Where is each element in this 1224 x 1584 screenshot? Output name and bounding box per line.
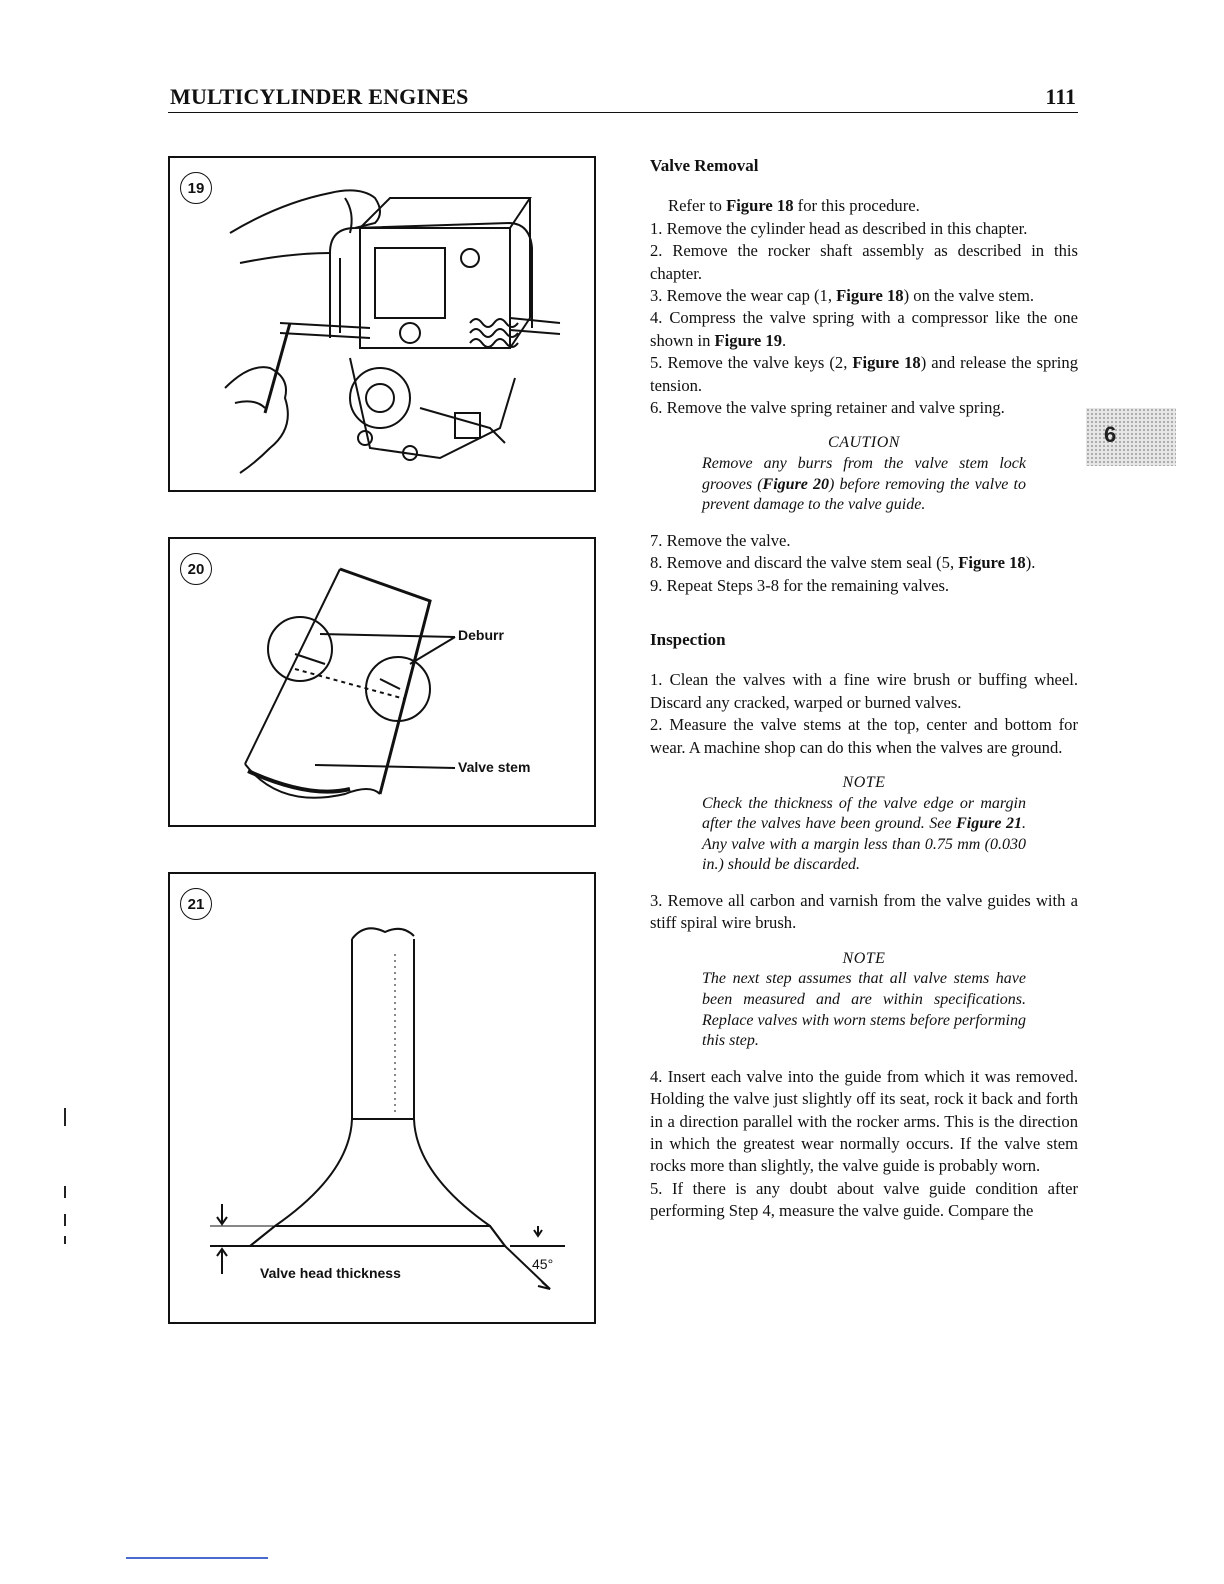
scan-mark — [64, 1236, 66, 1244]
inspection-step-5: 5. If there is any doubt about valve guide condition after performing Step 4, measure the valve guide. Compare the — [650, 1178, 1078, 1221]
callout-deburr: Deburr — [458, 627, 504, 643]
inspection-step-1: 1. Clean the valves with a fine wire brush or buffing wheel. Discard any cracked, warped or burned valves. — [650, 670, 1078, 712]
scan-mark — [64, 1186, 66, 1198]
figure-number-badge: 20 — [180, 553, 212, 585]
caution-title: CAUTION — [828, 434, 900, 452]
note-text: The next step assumes that all valve stems have been measured and are within specifications. Replace valves with worn stems before performing this step. — [702, 970, 1026, 1050]
removal-step-9: 9. Repeat Steps 3-8 for the remaining valves. — [650, 575, 950, 595]
callout-valve-head-thickness: Valve head thickness — [260, 1265, 401, 1281]
removal-step-5: 5. Remove the valve keys (2, Figure 18) and release the spring tension. — [650, 353, 1079, 395]
valve-head-thickness-illustration — [170, 874, 594, 1322]
removal-step-8: 8. Remove and discard the valve stem seal (5, Figure 18). — [650, 553, 1036, 573]
chapter-tab — [1086, 408, 1176, 466]
note-box-2 — [702, 949, 1026, 1052]
callout-45-degrees: 45° — [532, 1256, 554, 1272]
callout-valve-stem: Valve stem — [458, 759, 531, 775]
inspection-step-3: 3. Remove all carbon and varnish from the valve guides with a stiff spiral wire brush. — [650, 891, 1078, 933]
figure-number-badge: 19 — [180, 172, 212, 204]
scan-mark — [64, 1108, 66, 1126]
intro-paragraph: Refer to Figure 18 for this procedure. — [668, 196, 920, 216]
note-text: Check the thickness of the valve edge or margin after the valves have been ground. See Figure 21. Any valve with a margin less than 0.75 mm (0.030 in.) should be discarded. — [702, 794, 1027, 874]
removal-step-2: 2. Remove the rocker shaft assembly as described in this chapter. — [650, 241, 1078, 283]
page-header — [168, 84, 1078, 113]
removal-step-7: 7. Remove the valve. — [650, 530, 791, 550]
removal-step-6: 6. Remove the valve spring retainer and valve spring. — [650, 398, 1005, 418]
valve-spring-compressor-illustration — [170, 158, 594, 490]
chapter-tab-number: 6 — [1104, 422, 1117, 447]
section-heading-inspection: Inspection — [650, 630, 726, 650]
caution-box — [702, 433, 1026, 515]
note-box-1 — [702, 773, 1026, 876]
inspection-step-4: 4. Insert each valve into the guide from which it was removed. Holding the valve just slightly off its seat, rock it back and forth in a direction parallel with the rocker arms. This is the direction in which the greatest wear normally occurs. If the valve stem rocks more than slightly, the valve guide is probably worn. — [650, 1066, 1078, 1176]
note-title: NOTE — [842, 774, 886, 792]
scan-edge-line — [126, 1557, 268, 1559]
figure-number-badge: 21 — [180, 888, 212, 920]
figure-20 — [168, 537, 596, 827]
text-column — [650, 155, 1078, 1223]
valve-stem-deburr-illustration — [170, 539, 594, 825]
page-number: 111 — [1045, 84, 1076, 109]
removal-step-3: 3. Remove the wear cap (1, Figure 18) on the valve stem. — [650, 286, 1035, 306]
figure-19 — [168, 156, 596, 492]
removal-step-1: 1. Remove the cylinder head as described in this chapter. — [650, 218, 1028, 238]
removal-step-4: 4. Compress the valve spring with a compressor like the one shown in Figure 19. — [650, 308, 1078, 350]
caution-text: Remove any burrs from the valve stem lock grooves (Figure 20) before removing the valve to prevent damage to the valve guide. — [702, 455, 1027, 514]
inspection-step-2: 2. Measure the valve stems at the top, center and bottom for wear. A machine shop can do this when the valves are ground. — [650, 715, 1078, 757]
running-title: MULTICYLINDER ENGINES — [170, 84, 469, 109]
scan-mark — [64, 1214, 66, 1226]
section-heading-valve-removal: Valve Removal — [650, 156, 759, 175]
note-title: NOTE — [842, 949, 886, 967]
figure-21 — [168, 872, 596, 1324]
